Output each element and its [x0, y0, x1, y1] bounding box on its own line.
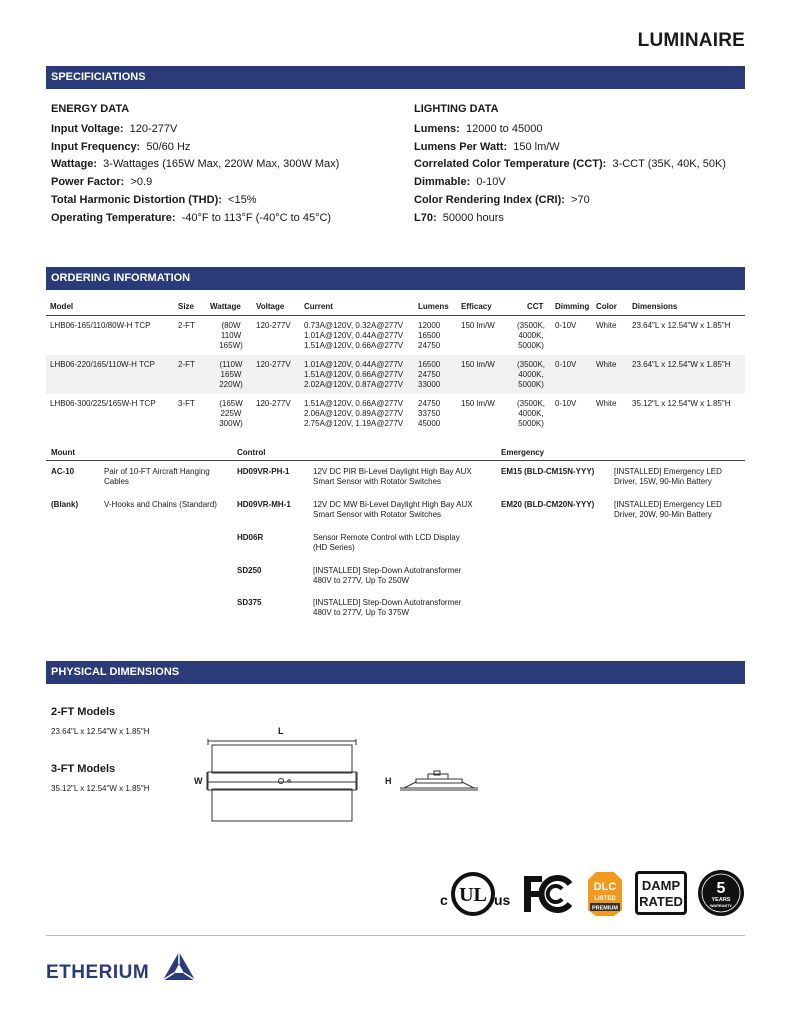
- control-desc: [INSTALLED] Step-Down Autotransformer 480V to 277V, Up To 375W: [313, 598, 462, 617]
- control-desc: [INSTALLED] Step-Down Autotransformer 480V to 277V, Up To 250W: [313, 566, 462, 585]
- lighting-data-heading: LIGHTING DATA: [414, 103, 499, 115]
- column-header: Voltage: [252, 297, 300, 316]
- mount-code: AC-10: [51, 467, 75, 476]
- spec-row: Operating Temperature: -40°F to 113°F (-40°C to 45°C): [51, 211, 332, 224]
- damp-rated-badge: DAMP RATED: [635, 871, 687, 915]
- control-desc: 12V DC PIR Bi-Level Daylight High Bay AUX Smart Sensor with Rotator Switches: [313, 467, 472, 486]
- ordering-information-header: ORDERING INFORMATION: [46, 267, 745, 289]
- column-header: Dimming: [551, 297, 592, 316]
- spec-row: Dimmable: 0-10V: [414, 176, 506, 189]
- column-header: Wattage: [206, 297, 252, 316]
- options-rule: [46, 460, 745, 461]
- table-row: LHB06-300/225/165W-H TCP 3-FT (165W 225W 300W) 120-277V 1.51A@120V, 0.66A@277V 2.06A@120V, 0.89A@277V 2.75A@120V, 1.19A@277V 24750 33750 45000 150 lm/W (3500K, 4000K, 5000K) 0-10V White 35.12"L x 12.54"W x 1.85"H: [50, 399, 731, 428]
- emergency-heading: Emergency: [501, 448, 545, 457]
- control-code: SD375: [237, 598, 262, 607]
- control-desc: 12V DC MW Bi-Level Daylight High Bay AUX Smart Sensor with Rotator Switches: [313, 500, 473, 519]
- svg-text:c: c: [440, 892, 448, 908]
- three-ft-title: 3-FT Models: [51, 763, 116, 775]
- control-code: HD06R: [237, 533, 264, 542]
- footer-rule: [46, 935, 745, 936]
- two-ft-title: 2-FT Models: [51, 706, 116, 718]
- emergency-desc: [INSTALLED] Emergency LED Driver, 20W, 90-Min Battery: [614, 500, 722, 519]
- column-header: Efficacy: [457, 297, 507, 316]
- ordering-table: [46, 297, 745, 433]
- column-header: Current: [300, 297, 414, 316]
- svg-text:YEARS: YEARS: [711, 897, 731, 903]
- mount-desc: V-Hooks and Chains (Standard): [104, 500, 217, 509]
- spec-row: Color Rendering Index (CRI): >70: [414, 193, 590, 206]
- svg-text:DLC: DLC: [593, 881, 617, 893]
- spec-row: Power Factor: >0.9: [51, 176, 153, 189]
- length-label: L: [278, 726, 284, 736]
- lighting-data-list: [414, 121, 726, 227]
- mount-heading: Mount: [51, 448, 75, 457]
- fixture-side-view-drawing: [398, 770, 480, 794]
- control-code: HD09VR-MH-1: [237, 500, 291, 509]
- mount-code: (Blank): [51, 500, 79, 509]
- svg-text:5: 5: [716, 880, 726, 897]
- specifications-header: SPECIFICIATIONS: [46, 66, 745, 88]
- spec-row: Lumens Per Watt: 150 lm/W: [414, 140, 560, 153]
- column-header: Dimensions: [628, 297, 745, 316]
- emergency-code: EM20 (BLD-CM20N-YYY): [501, 500, 595, 509]
- control-code: SD250: [237, 566, 262, 575]
- spec-row: Wattage: 3-Wattages (165W Max, 220W Max, 300W Max): [51, 158, 340, 171]
- etherium-triangle-logo: [161, 950, 197, 982]
- table-row: LHB06-220/165/110W-H TCP 2-FT (110W 165W 220W) 120-277V 1.01A@120V, 0.44A@277V 1.51A@120V, 0.66A@277V 2.02A@120V, 0.87A@277V 16500 24750 33000 150 lm/W (3500K, 4000K, 5000K) 0-10V White 23.64"L x 12.54"W x 1.85"H: [46, 355, 745, 394]
- ul-listed-logo: [434, 871, 512, 917]
- spec-row: Input Frequency: 50/60 Hz: [51, 140, 191, 153]
- section-rule: [46, 88, 745, 89]
- column-header: Color: [592, 297, 628, 316]
- fcc-logo: [520, 872, 576, 916]
- mount-desc: Pair of 10-FT Aircraft Hanging Cables: [104, 467, 210, 486]
- control-code: HD09VR-PH-1: [237, 467, 290, 476]
- emergency-code: EM15 (BLD-CM15N-YYY): [501, 467, 595, 476]
- svg-text:WARRANTY: WARRANTY: [710, 904, 732, 908]
- physical-dimensions-header: PHYSICAL DIMENSIONS: [46, 661, 745, 683]
- table-row: LHB06-165/110/80W-H TCP 2-FT (80W 110W 165W) 120-277V 0.73A@120V, 0.32A@277V 1.01A@120V, 0.44A@277V 1.51A@120V, 0.66A@277V 12000 16500 24750 150 lm/W (3500K, 4000K, 5000K) 0-10V White 23.64"L x 12.54"W x 1.85"H: [50, 321, 731, 350]
- height-label: H: [385, 776, 392, 786]
- two-ft-dims: 23.64"L x 12.54"W x 1.85"H: [51, 727, 150, 736]
- five-year-warranty-badge: [697, 869, 745, 917]
- page-title: LUMINAIRE: [637, 30, 745, 51]
- section-rule: [46, 289, 745, 290]
- svg-text:PREMIUM: PREMIUM: [592, 905, 618, 912]
- column-header: Model: [46, 297, 174, 316]
- emergency-desc: [INSTALLED] Emergency LED Driver, 15W, 90-Min Battery: [614, 467, 722, 486]
- column-header: Size: [174, 297, 206, 316]
- fixture-top-view-drawing: [205, 737, 359, 829]
- energy-data-heading: ENERGY DATA: [51, 103, 130, 115]
- section-rule: [46, 683, 745, 684]
- control-heading: Control: [237, 448, 266, 457]
- three-ft-dims: 35.12"L x 12.54"W x 1.85"H: [51, 784, 150, 793]
- spec-row: Lumens: 12000 to 45000: [414, 123, 543, 135]
- energy-data-list: [51, 121, 339, 227]
- spec-row: Total Harmonic Distortion (THD): <15%: [51, 193, 257, 206]
- column-header: Lumens: [414, 297, 457, 316]
- svg-text:UL: UL: [459, 884, 487, 906]
- svg-text:us: us: [494, 892, 511, 908]
- spec-row: Input Voltage: 120-277V: [51, 123, 178, 135]
- control-desc: Sensor Remote Control with LCD Display (HD Series): [313, 533, 460, 552]
- svg-text:LISTED: LISTED: [594, 896, 616, 902]
- brand-wordmark: ETHERIUM: [46, 962, 150, 983]
- column-header: CCT: [507, 297, 551, 316]
- spec-row: L70: 50000 hours: [414, 211, 504, 224]
- width-label: W: [194, 776, 203, 786]
- dlc-premium-logo: [586, 870, 624, 918]
- table-header-row: [46, 297, 745, 316]
- spec-row: Correlated Color Temperature (CCT): 3-CCT (35K, 40K, 50K): [414, 158, 726, 171]
